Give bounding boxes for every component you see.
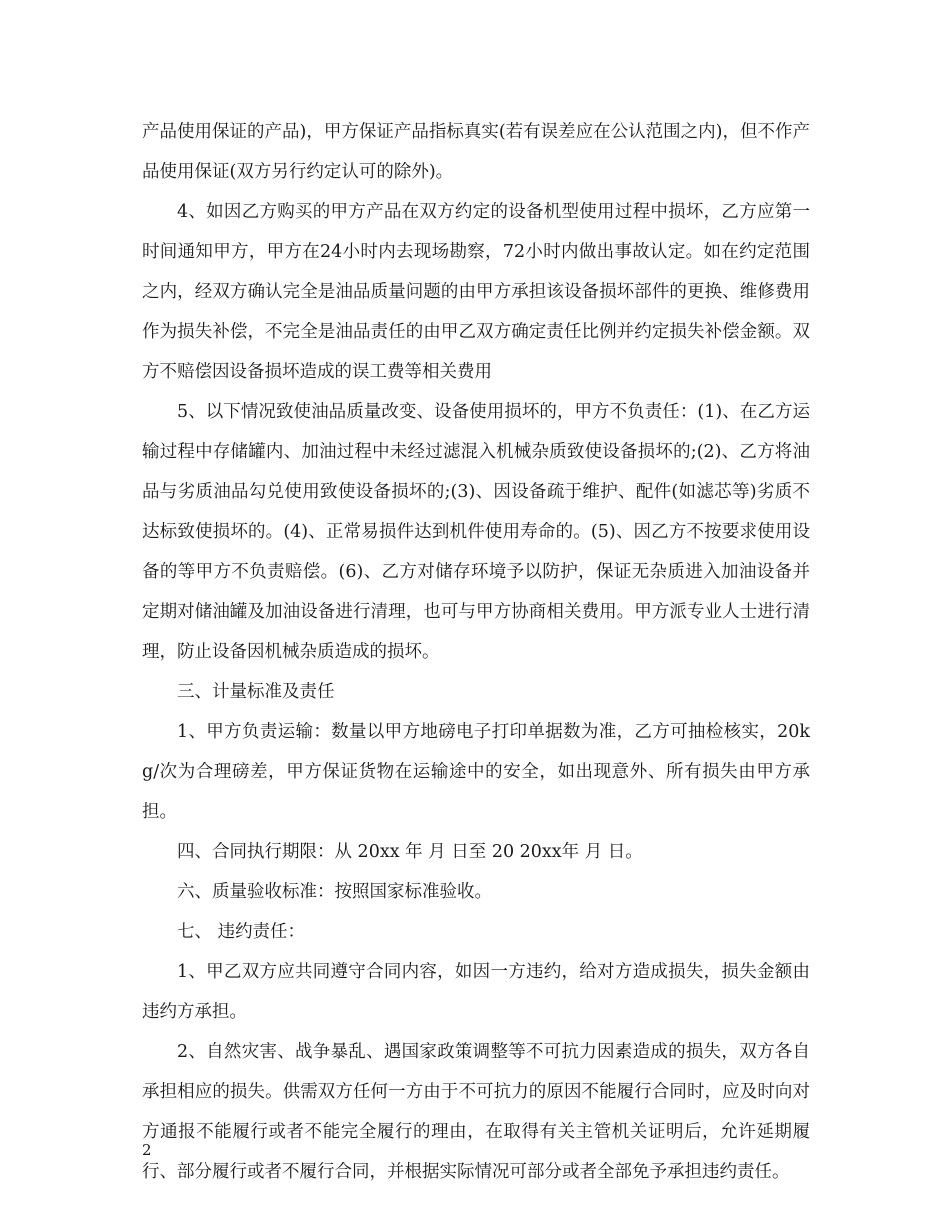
document-body <box>142 112 810 1192</box>
section-heading-breach: 七、 违约责任： <box>177 922 306 942</box>
section-heading-measurement: 三、计量标准及责任 <box>177 682 335 702</box>
section-heading-quality-acceptance: 六、质量验收标准：按照国家标准验收。 <box>177 882 492 902</box>
paragraph-transport-responsibility: 1、甲方负责运输：数量以甲方地磅电子打印单据数为准，乙方可抽检核实，20kg/次为合理磅差，甲方保证货物在运输途中的安全，如出现意外、所有损失由甲方承担。 <box>142 722 810 822</box>
section-heading-contract-term: 四、合同执行期限：从 20xx 年 月 日至 20 20xx年 月 日。 <box>177 842 643 862</box>
paragraph-clause-4-damage: 4、如因乙方购买的甲方产品在双方约定的设备机型使用过程中损坏，乙方应第一时间通知甲方，甲方在24小时内去现场勘察，72小时内做出事故认定。如在约定范围之内，经双方确认完全是油品质量问题的由甲方承担该设备损坏部件的更换、维修费用作为损失补偿，不完全是油品责任的由甲乙双方确定责任比例并约定损失补偿金额。双方不赔偿因设备损坏造成的误工费等相关费用 <box>142 202 810 382</box>
paragraph-warranty-continuation: 产品使用保证的产品)，甲方保证产品指标真实(若有误差应在公认范围之内)，但不作产品使用保证(双方另行约定认可的除外)。 <box>142 122 810 182</box>
paragraph-breach-clause-2-force-majeure: 2、自然灾害、战争暴乱、遇国家政策调整等不可抗力因素造成的损失，双方各自承担相应的损失。供需双方任何一方由于不可抗力的原因不能履行合同时，应及时向对方通报不能履行或者不能完全履行的理由，在取得有关主管机关证明后，允许延期履行、部分履行或者不履行合同，并根据实际情况可部分或者全部免予承担违约责任。 <box>142 1042 810 1182</box>
paragraph-breach-clause-1: 1、甲乙双方应共同遵守合同内容，如因一方违约，给对方造成损失，损失金额由违约方承担。 <box>142 962 810 1022</box>
page-number: 2 <box>142 1141 152 1159</box>
paragraph-clause-5-exemptions: 5、以下情况致使油品质量改变、设备使用损坏的，甲方不负责任：(1)、在乙方运输过程中存储罐内、加油过程中未经过滤混入机械杂质致使设备损坏的;(2)、乙方将油品与劣质油品勾兑使用致使设备损坏的;(3)、因设备疏于维护、配件(如滤芯等)劣质不达标致使损坏的。(4)、正常易损件达到机件使用寿命的。(5)、因乙方不按要求使用设备的等甲方不负责赔偿。(6)、乙方对储存环境予以防护，保证无杂质进入加油设备并定期对储油罐及加油设备进行清理，也可与甲方协商相关费用。甲方派专业人士进行清理，防止设备因机械杂质造成的损坏。 <box>142 402 810 662</box>
